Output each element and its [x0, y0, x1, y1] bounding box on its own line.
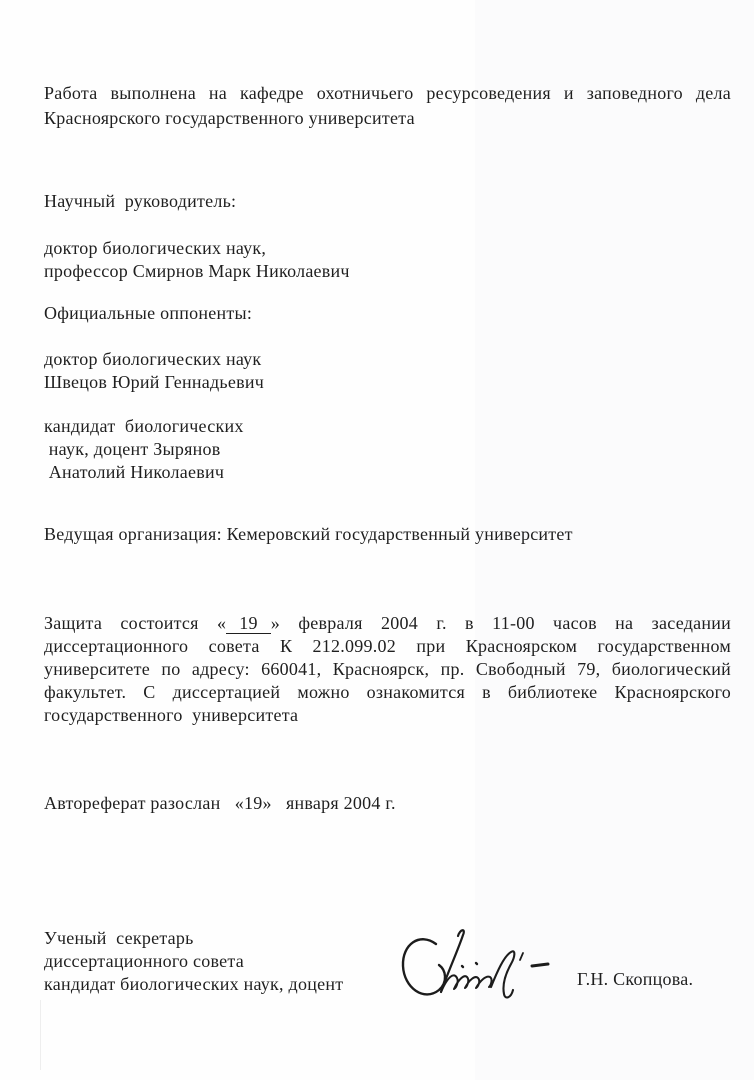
leading-organization-block: [44, 523, 731, 546]
opponent-name: Анатолий Николаевич: [44, 462, 225, 482]
secretary-title: диссертационного совета: [44, 951, 244, 971]
secretary-block: [44, 927, 404, 996]
opponent-second-block: [44, 415, 731, 484]
opponents-heading: Официальные оппоненты:: [44, 303, 253, 323]
defense-paragraph: [44, 612, 731, 727]
opponent-degree: кандидат биологических: [44, 416, 244, 436]
opponent-first-block: [44, 348, 731, 394]
defense-line: университете по адресу: 660041, Красноярск, пр. Свободный 79, биологический: [44, 659, 731, 679]
secretary-title: Ученый секретарь: [44, 928, 194, 948]
affiliation-line: Красноярского государственного университета: [44, 108, 415, 128]
supervisor-block: [44, 237, 731, 283]
defense-date-underlined: 19: [226, 614, 271, 634]
supervisor-heading-block: [44, 190, 731, 213]
opponents-heading-block: [44, 302, 731, 325]
supervisor-degree: доктор биологических наук,: [44, 238, 267, 258]
defense-line-date: [44, 612, 731, 635]
opponent-name: Швецов Юрий Геннадьевич: [44, 372, 265, 392]
supervisor-heading: Научный руководитель:: [44, 191, 237, 211]
opponent-degree: доктор биологических наук: [44, 349, 262, 369]
scan-artifact: [40, 1000, 41, 1070]
defense-line: диссертационного совета К 212.099.02 при Красноярском государственном: [44, 636, 731, 656]
signature-image: [396, 910, 564, 1008]
leading-organization: Ведущая организация: Кемеровский государственный университет: [44, 524, 573, 544]
secretary-degree: кандидат биологических наук, доцент: [44, 974, 344, 994]
affiliation-line: Работа выполнена на кафедре охотничьего ресурсоведения и заповедного дела: [44, 83, 731, 103]
supervisor-name: профессор Смирнов Марк Николаевич: [44, 261, 350, 281]
defense-line-prefix: Защита состоится «: [44, 613, 227, 633]
mailed-line: Автореферат разослан «19» января 2004 г.: [44, 793, 396, 813]
affiliation-paragraph: [44, 81, 731, 131]
defense-line: государственного университета: [44, 705, 299, 725]
opponent-degree: наук, доцент Зырянов: [44, 439, 221, 459]
defense-line: факультет. С диссертацией можно ознакомится в библиотеке Красноярского: [44, 682, 731, 702]
secretary-name: Г.Н. Скопцова.: [577, 969, 694, 989]
defense-line-suffix: » февраля 2004 г. в 11-00 часов на заседании: [270, 613, 731, 633]
mailed-block: [44, 792, 731, 815]
